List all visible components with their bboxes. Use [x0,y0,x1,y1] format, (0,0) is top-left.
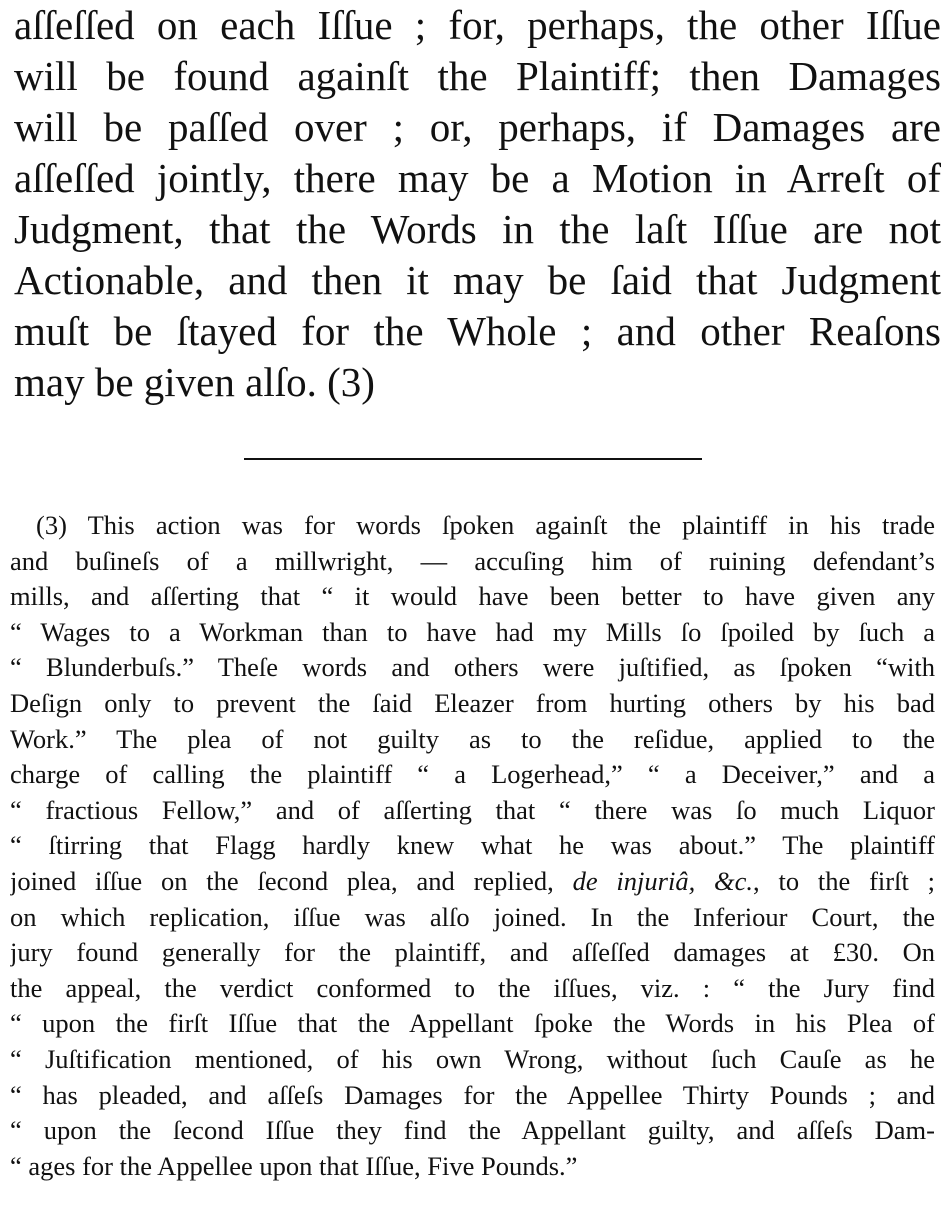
footnote-line: Work.” The plea of not guilty as to the reſidue, applied to the [10,723,935,754]
latin-phrase: de injuriâ, &c. [572,865,754,896]
footnote-line: “ fractious Fellow,” and of aſſerting that “ there was ſo much Liquor [10,794,935,825]
footnote-line: “ ages for the Appellee upon that Iſſue, Five Pounds.” [10,1150,578,1181]
footnote-line: Deſign only to prevent the ſaid Eleazer from hurting others by his bad [10,687,935,718]
main-text-line: muſt be ſtayed for the Whole ; and other Reaſons [14,308,941,354]
main-text-line: aſſeſſed jointly, there may be a Motion in Arreſt of [14,155,941,201]
footnote-line: “ Wages to a Workman than to have had my Mills ſo ſpoiled by ſuch a [10,616,935,647]
footnote-line: (3) This action was for words ſpoken againſt the plaintiff in his trade [36,510,935,540]
footnote-line: “ Juſtification mentioned, of his own Wrong, without ſuch Cauſe as he [10,1043,935,1074]
footnote-line: on which replication, iſſue was alſo joined. In the Inferiour Court, the [10,901,935,932]
main-body-text [14,0,941,408]
footnote-separator-rule [244,458,702,460]
main-text-line: aſſeſſed on each Iſſue ; for, perhaps, the other Iſſue [14,2,941,48]
footnote-text-run: joined iſſue on the ſecond plea, and replied, [10,865,573,896]
footnote-line: “ upon the firſt Iſſue that the Appellant ſpoke the Words in his Plea of [10,1008,935,1039]
footnote-line: “ has pleaded, and aſſeſs Damages for the Appellee Thirty Pounds ; and [10,1079,935,1110]
main-text-line: will be paſſed over ; or, perhaps, if Damages are [14,104,941,150]
footnote-line: the appeal, the verdict conformed to the iſſues, viz. : “ the Jury find [10,972,935,1003]
footnote-line: and buſineſs of a millwright, — accuſing him of ruining defendant’s [10,545,935,576]
main-text-line: may be given alſo. (3) [14,359,375,405]
footnote-line [10,864,935,900]
footnote-line: “ upon the ſecond Iſſue they find the Appellant guilty, and aſſeſs Dam- [10,1115,935,1146]
main-text-line: will be found againſt the Plaintiff; then Damages [14,53,941,99]
main-text-line: Actionable, and then it may be ſaid that Judgment [14,257,941,303]
footnote-line: mills, and aſſerting that “ it would have been better to have given any [10,581,935,612]
footnote-line: jury found generally for the plaintiff, and aſſeſſed damages at £30. On [10,937,935,968]
main-text-line: Judgment, that the Words in the laſt Iſſue are not [14,206,941,252]
footnote-line: “ Blunderbuſs.” Theſe words and others were juſtified, as ſpoken “with [10,652,935,683]
footnote-text [10,508,935,1184]
footnote-line: charge of calling the plaintiff “ a Logerhead,” “ a Deceiver,” and a [10,759,935,790]
footnote-line: “ ſtirring that Flagg hardly knew what he was about.” The plaintiff [10,830,935,861]
footnote-text-run: , to the firſt ; [753,865,935,896]
